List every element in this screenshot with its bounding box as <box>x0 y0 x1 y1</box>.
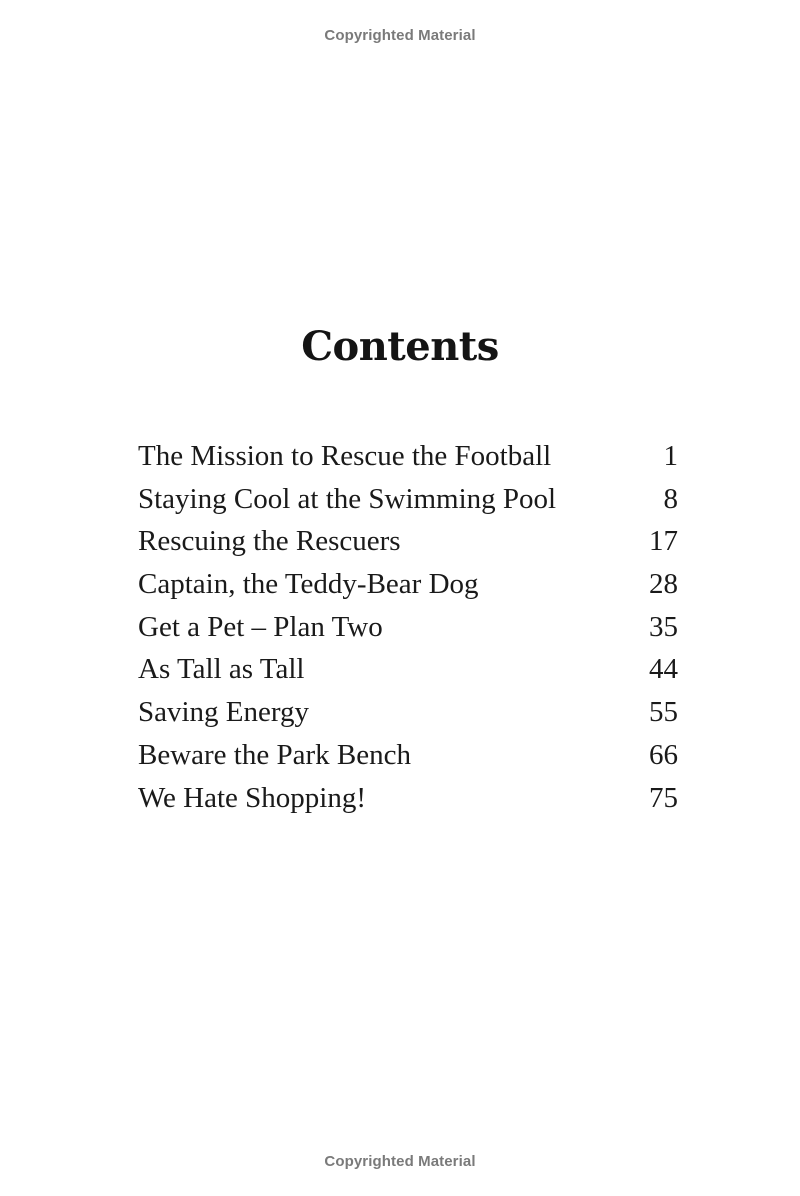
toc-entry-page: 35 <box>649 610 678 643</box>
toc-entry-title: Staying Cool at the Swimming Pool <box>138 482 557 515</box>
table-of-contents <box>138 440 678 824</box>
toc-entry-page: 44 <box>649 653 678 686</box>
toc-entry-page: 1 <box>663 440 678 472</box>
toc-entry-title: We Hate Shopping! <box>138 781 367 814</box>
toc-entry-title: As Tall as Tall <box>138 653 305 686</box>
toc-entry[interactable] <box>138 568 678 611</box>
toc-entry-title: The Mission to Rescue the Football <box>138 440 552 472</box>
toc-entry-page: 55 <box>649 696 678 729</box>
toc-entry[interactable] <box>138 440 678 483</box>
toc-entry-title: Rescuing the Rescuers <box>138 525 401 558</box>
toc-entry-page: 75 <box>649 781 678 814</box>
toc-entry-page: 8 <box>663 482 678 515</box>
toc-entry-title: Get a Pet – Plan Two <box>138 610 383 643</box>
toc-entry-title: Captain, the Teddy-Bear Dog <box>138 568 479 601</box>
toc-entry-page: 66 <box>649 738 678 771</box>
toc-entry[interactable] <box>138 525 678 568</box>
toc-entry-page: 28 <box>649 568 678 601</box>
toc-entry[interactable] <box>138 739 678 782</box>
toc-entry[interactable] <box>138 611 678 654</box>
toc-entry-title: Saving Energy <box>138 696 310 729</box>
page-title: Contents <box>301 322 499 370</box>
copyright-watermark-top: Copyrighted Material <box>324 27 476 44</box>
copyright-watermark-bottom: Copyrighted Material <box>324 1153 476 1170</box>
toc-entry[interactable] <box>138 696 678 739</box>
toc-entry[interactable] <box>138 483 678 526</box>
toc-entry-page: 17 <box>649 525 678 558</box>
toc-entry[interactable] <box>138 782 678 825</box>
toc-entry-title: Beware the Park Bench <box>138 738 411 771</box>
toc-entry[interactable] <box>138 653 678 696</box>
